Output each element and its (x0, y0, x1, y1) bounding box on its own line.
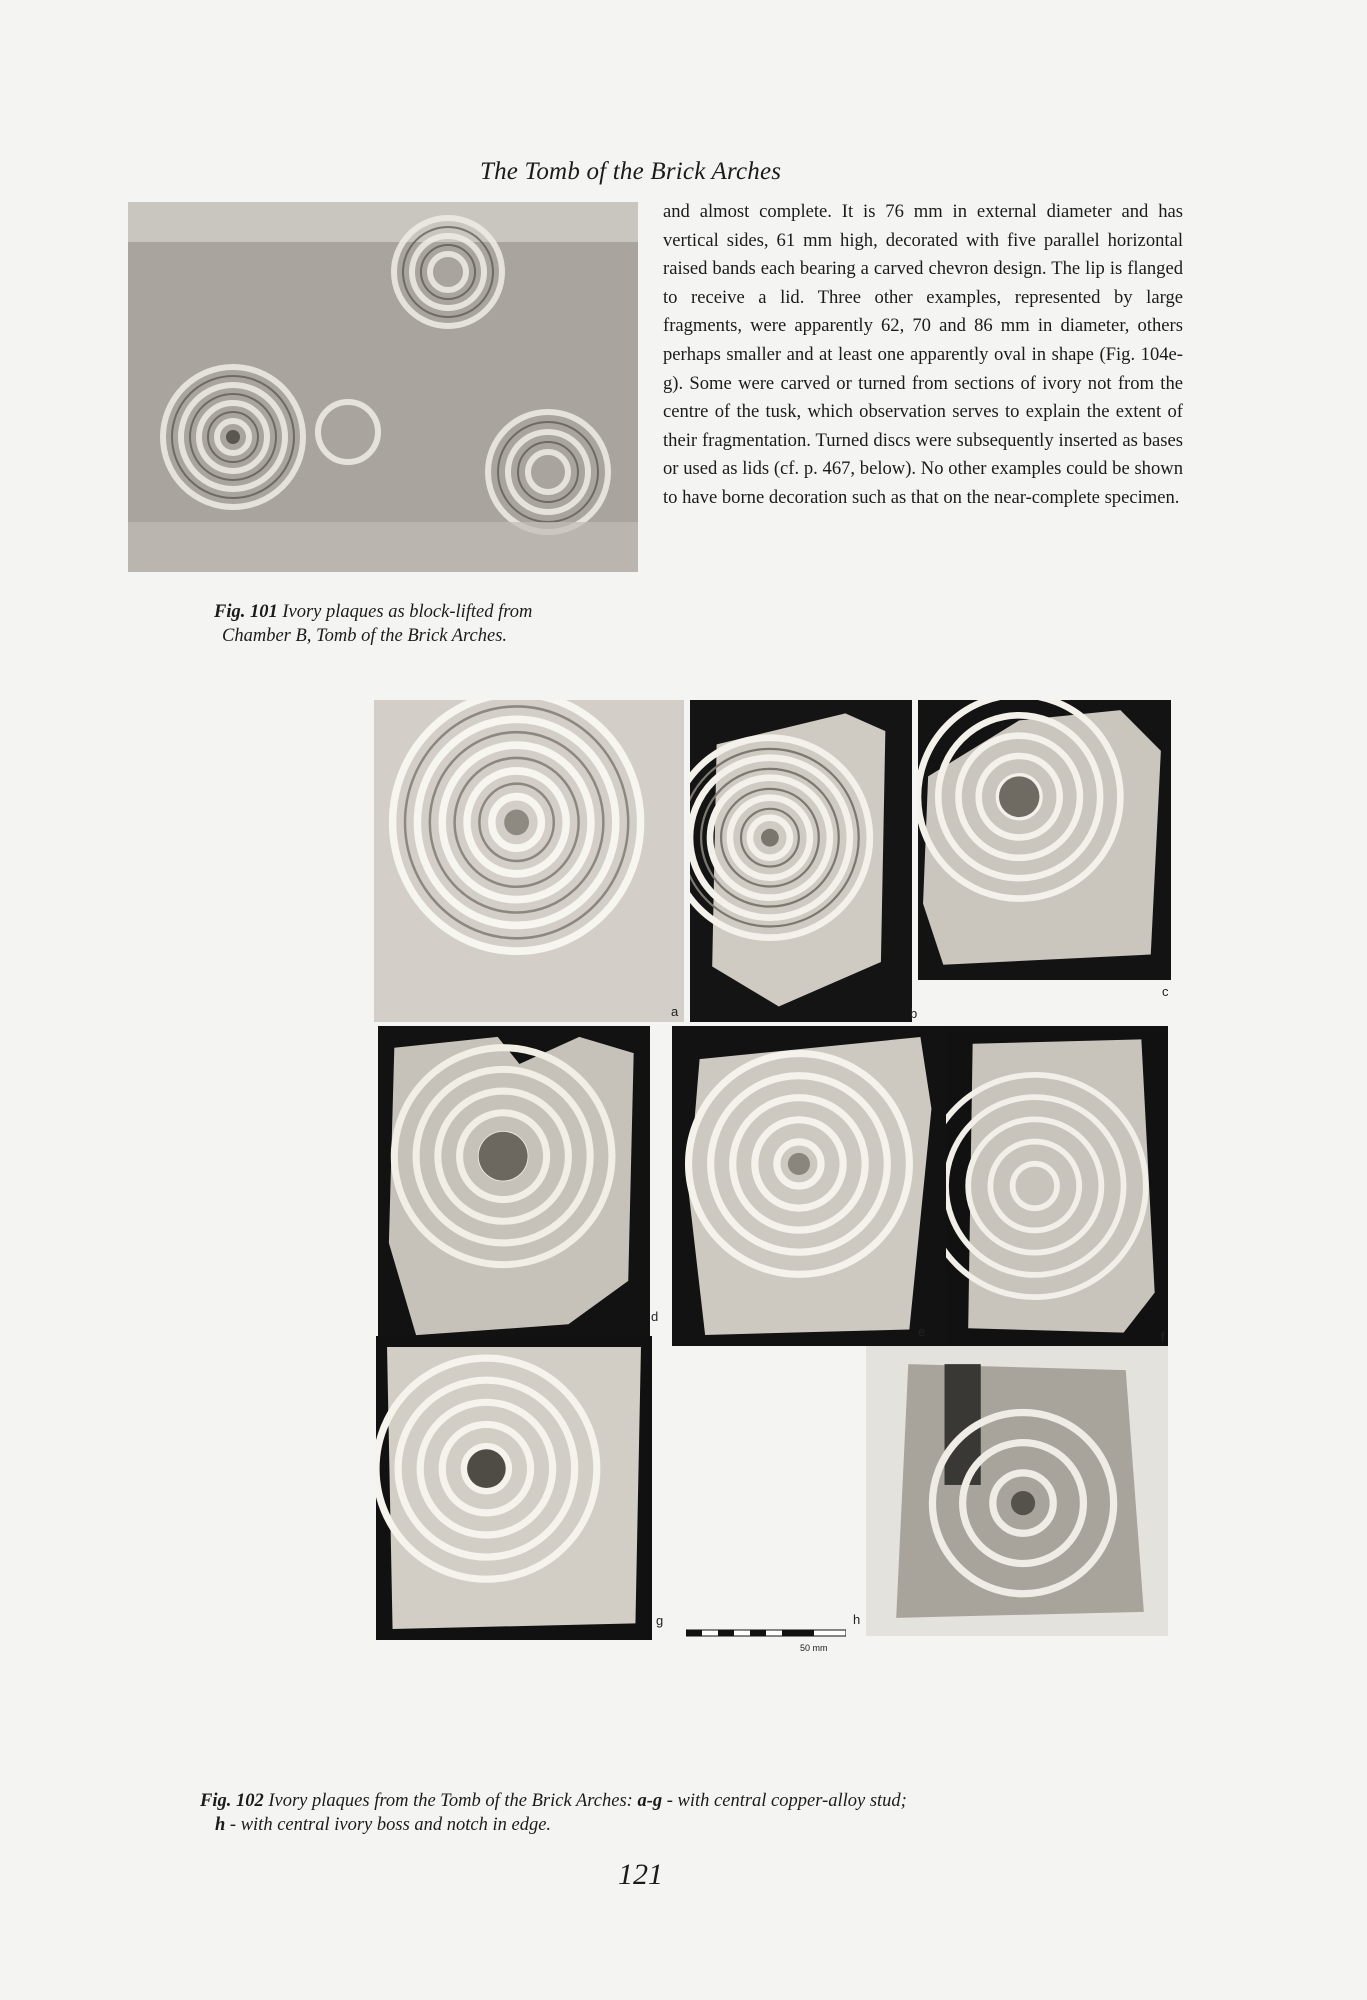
fig102-panel-e (672, 1026, 948, 1346)
fig102-panel-g (376, 1336, 652, 1640)
page-number: 121 (618, 1858, 663, 1891)
fig102-panel-c (918, 700, 1171, 980)
fig102-panel-a (374, 700, 684, 1022)
fig101-caption (214, 600, 574, 648)
fig102-panel-h (866, 1346, 1168, 1636)
fig102-caption (200, 1789, 1180, 1837)
panel-letter-f: f (1161, 1329, 1165, 1344)
panel-letter-b: b (910, 1006, 918, 1021)
fig102-label: Fig. 102 (200, 1791, 264, 1811)
fig101-photo (128, 202, 638, 572)
fig101-label: Fig. 101 (214, 602, 278, 622)
fig102-caption-line1: Ivory plaques from the Tomb of the Brick Arches: (268, 1791, 633, 1811)
panel-letter-d: d (651, 1309, 659, 1324)
fig102-panel-b (690, 700, 912, 1022)
fig102-caption-line2: - with central ivory boss and notch in edge. (229, 1815, 552, 1835)
fig102-key-ag: a-g (637, 1791, 663, 1811)
fig102-panel-f (946, 1026, 1168, 1346)
scale-bar-label: 50 mm (800, 1643, 828, 1653)
panel-letter-e: e (918, 1324, 926, 1339)
fig101-caption-line1: Ivory plaques as block-lifted from (282, 602, 533, 622)
panel-letter-h: h (853, 1612, 861, 1627)
panel-letter-c: c (1162, 984, 1169, 999)
scale-bar (686, 1626, 846, 1638)
fig101-caption-line2: Chamber B, Tomb of the Brick Arches. (222, 626, 508, 646)
running-head: The Tomb of the Brick Arches (480, 158, 782, 185)
panel-letter-g: g (656, 1613, 664, 1628)
fig102-panel-d (378, 1026, 650, 1346)
fig102-key-h: h (215, 1815, 226, 1835)
panel-letter-a: a (671, 1004, 679, 1019)
fig102-caption-line1-tail: - with central copper-alloy stud; (666, 1791, 907, 1811)
body-paragraph: and almost complete. It is 76 mm in external diameter and has vertical sides, 61 mm high, decorated with five parallel horizontal raised bands each bearing a carved chevron design. The lip is flanged to receive a lid. Three other examples, represented by large fragments, were apparently 62, 70 and 86 mm in diameter, others perhaps smaller and at least one apparently oval in shape (Fig. 104e-g). Some were carved or turned from sections of ivory not from the centre of the tusk, which observation serves to explain the extent of their fragmentation. Turned discs were subsequently inserted as bases or used as lids (cf. p. 467, below). No other examples could be shown to have borne decoration such as that on the near-complete specimen. (663, 201, 1183, 508)
